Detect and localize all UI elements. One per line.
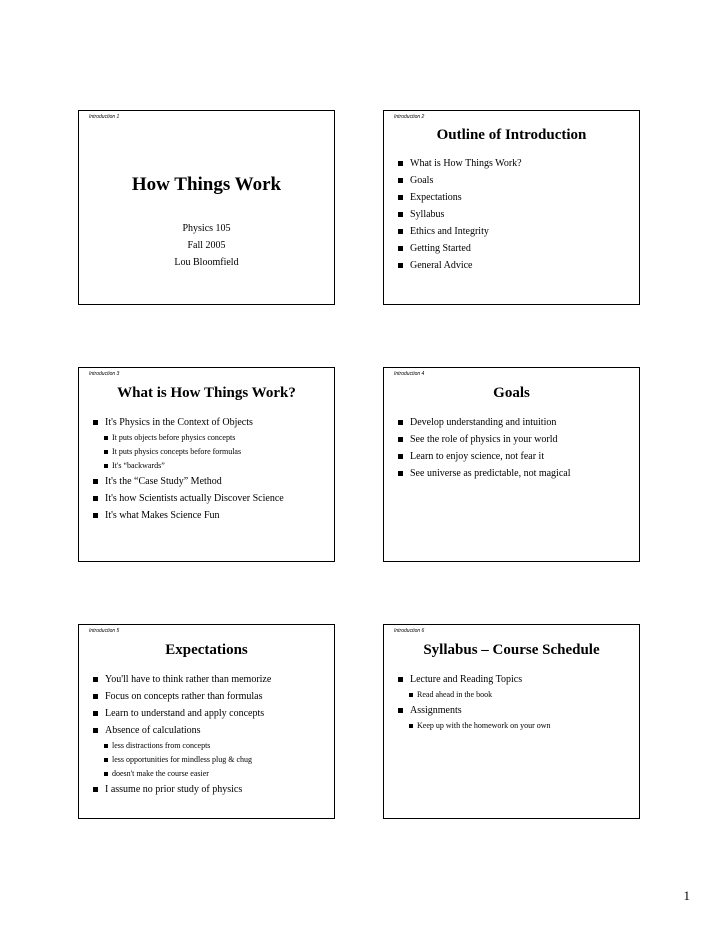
slide-6 — [383, 624, 640, 819]
list-item: Absence of calculations — [93, 724, 271, 737]
list-item: Ethics and Integrity — [398, 225, 522, 238]
slide-5 — [78, 624, 335, 819]
list-item: See the role of physics in your world — [398, 433, 571, 446]
list-item: See universe as predictable, not magical — [398, 467, 571, 480]
list-item: Focus on concepts rather than formulas — [93, 690, 271, 703]
bullet-list — [93, 673, 271, 800]
list-item: Develop understanding and intuition — [398, 416, 571, 429]
list-item: Expectations — [398, 191, 522, 204]
list-item: It's what Makes Science Fun — [93, 509, 284, 522]
list-item: I assume no prior study of physics — [93, 783, 271, 796]
bullet-list — [398, 157, 522, 276]
bullet-list — [93, 416, 284, 526]
list-item: Goals — [398, 174, 522, 187]
list-item: Lecture and Reading Topics — [398, 673, 551, 686]
list-item: It's the “Case Study” Method — [93, 475, 284, 488]
course-number: Physics 105 — [182, 223, 231, 234]
sub-list-item: less distractions from concepts — [93, 741, 271, 751]
term: Fall 2005 — [187, 240, 226, 251]
sub-list-item: Keep up with the homework on your own — [398, 721, 551, 731]
slide-label: Introduction 5 — [89, 628, 120, 634]
slide-title: Outline of Introduction — [436, 127, 587, 143]
slide-2 — [383, 110, 640, 305]
list-item: It's Physics in the Context of Objects — [93, 416, 284, 429]
bullet-list — [398, 416, 571, 484]
slide-label: Introduction 1 — [89, 114, 120, 120]
list-item: Learn to understand and apply concepts — [93, 707, 271, 720]
slide-3 — [78, 367, 335, 562]
slide-label: Introduction 2 — [394, 114, 425, 120]
list-item: Learn to enjoy science, not fear it — [398, 450, 571, 463]
slide-title: Goals — [493, 385, 530, 401]
list-item: General Advice — [398, 259, 522, 272]
slide-title: Syllabus – Course Schedule — [423, 642, 600, 658]
slide-title: Expectations — [165, 642, 248, 658]
sub-list-item: It's “backwards” — [93, 461, 284, 471]
slide-4 — [383, 367, 640, 562]
sub-list-item: less opportunities for mindless plug & chug — [93, 755, 271, 765]
list-item: Assignments — [398, 704, 551, 717]
sub-list-item: It puts physics concepts before formulas — [93, 447, 284, 457]
list-item: It's how Scientists actually Discover Science — [93, 492, 284, 505]
list-item: You'll have to think rather than memorize — [93, 673, 271, 686]
list-item: What is How Things Work? — [398, 157, 522, 170]
slide-title: How Things Work — [131, 174, 282, 195]
instructor: Lou Bloomfield — [174, 257, 239, 268]
list-item: Getting Started — [398, 242, 522, 255]
sub-list-item: Read ahead in the book — [398, 690, 551, 700]
slide-label: Introduction 6 — [394, 628, 425, 634]
slide-label: Introduction 4 — [394, 371, 425, 377]
slide-1 — [78, 110, 335, 305]
slide-label: Introduction 3 — [89, 371, 120, 377]
page-number: 1 — [683, 888, 690, 903]
sub-list-item: doesn't make the course easier — [93, 769, 271, 779]
list-item: Syllabus — [398, 208, 522, 221]
slide-title: What is How Things Work? — [117, 385, 296, 401]
sub-list-item: It puts objects before physics concepts — [93, 433, 284, 443]
bullet-list — [398, 673, 551, 735]
